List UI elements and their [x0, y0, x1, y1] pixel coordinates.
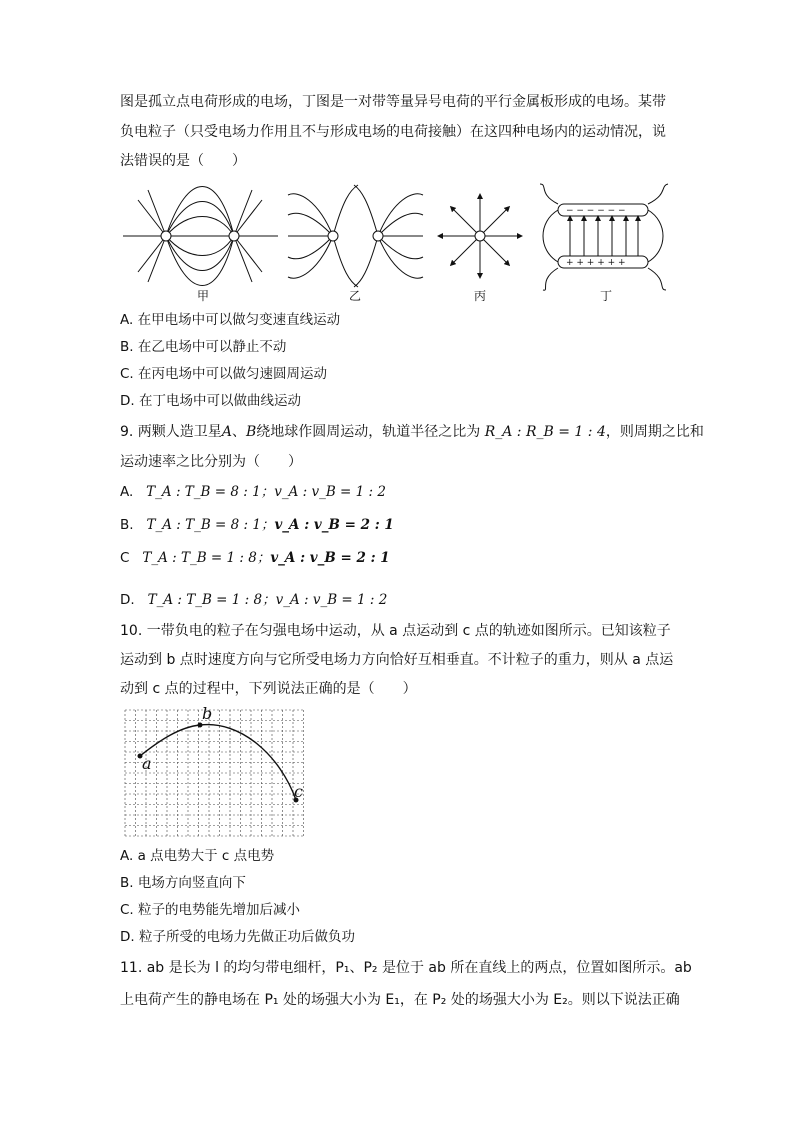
q10-option-d: D. 粒子所受的电场力先做正功后做负功	[120, 929, 355, 945]
q8-line-1: 图是孤立点电荷形成的电场，丁图是一对带等量异号电荷的平行金属板形成的电场。某带	[120, 94, 666, 110]
q9-line-1: 9. 两颗人造卫星A、B绕地球作圆周运动，轨道半径之比为 R_A : R_B = 1 : 4，则周期之比和	[120, 424, 704, 440]
q9-option-b: B. T_A : T_B = 8 : 1；v_A : v_B = 2 : 1	[120, 517, 394, 533]
q9-ratio: R_A : R_B = 1 : 4	[484, 424, 606, 440]
q11-line-2: 上电荷产生的静电场在 P₁ 处的场强大小为 E₁，在 P₂ 处的场强大小为 E₂。则以下说法正确	[120, 992, 680, 1008]
label-yi: 乙	[349, 289, 362, 303]
point-c-label: c	[294, 782, 303, 801]
figure-jia	[123, 187, 278, 286]
plate-plus-signs: + + + + + +	[566, 258, 626, 268]
q10-line-1: 10. 一带负电的粒子在匀强电场中运动，从 a 点运动到 c 点的轨迹如图所示。已知该粒子	[120, 623, 671, 639]
figure-bing	[440, 196, 520, 276]
q10-option-c: C. 粒子的电势能先增加后减小	[120, 902, 301, 918]
figure-yi	[288, 185, 423, 287]
q10-option-a: A. a 点电势大于 c 点电势	[120, 848, 275, 864]
point-b-dot	[198, 723, 203, 728]
q10-line-3: 动到 c 点的过程中，下列说法正确的是（ ）	[120, 681, 417, 697]
q9-option-a: A. T_A : T_B = 8 : 1；v_A : v_B = 1 : 2	[120, 484, 386, 500]
q8-option-b: B. 在乙电场中可以静止不动	[120, 339, 287, 355]
q8-option-d: D. 在丁电场中可以做曲线运动	[120, 393, 301, 409]
q9-option-d: D. T_A : T_B = 1 : 8；v_A : v_B = 1 : 2	[120, 592, 388, 608]
point-a-label: a	[142, 754, 152, 773]
q8-line-2: 负电粒子（只受电场力作用且不与形成电场的电荷接触）在这四种电场内的运动情况，说	[120, 124, 666, 140]
q10-option-b: B. 电场方向竖直向下	[120, 875, 246, 891]
q9-option-c: C T_A : T_B = 1 : 8；v_A : v_B = 2 : 1	[120, 550, 390, 566]
q8-option-c: C. 在丙电场中可以做匀速圆周运动	[120, 366, 328, 382]
q10-trajectory-figure	[120, 705, 310, 837]
q11-line-1: 11. ab 是长为 l 的均匀带电细杆，P₁、P₂ 是位于 ab 所在直线上的两点，位置如图所示。ab	[120, 960, 692, 976]
figure-ding	[540, 184, 668, 290]
q8-option-a: A. 在甲电场中可以做匀变速直线运动	[120, 312, 341, 328]
label-bing: 丙	[474, 289, 487, 303]
q10-line-2: 运动到 b 点时速度方向与它所受电场力方向恰好互相垂直。不计粒子的重力，则从 a 点运	[120, 652, 674, 668]
q8-line-3: 法错误的是（ ）	[120, 153, 246, 169]
plate-minus-signs: − − − − − −	[566, 206, 626, 216]
point-b-label: b	[202, 705, 213, 723]
q9-line-2: 运动速率之比分别为（ ）	[120, 454, 302, 470]
q8-field-figures	[118, 180, 678, 292]
label-ding: 丁	[600, 289, 613, 303]
label-jia: 甲	[197, 289, 210, 303]
